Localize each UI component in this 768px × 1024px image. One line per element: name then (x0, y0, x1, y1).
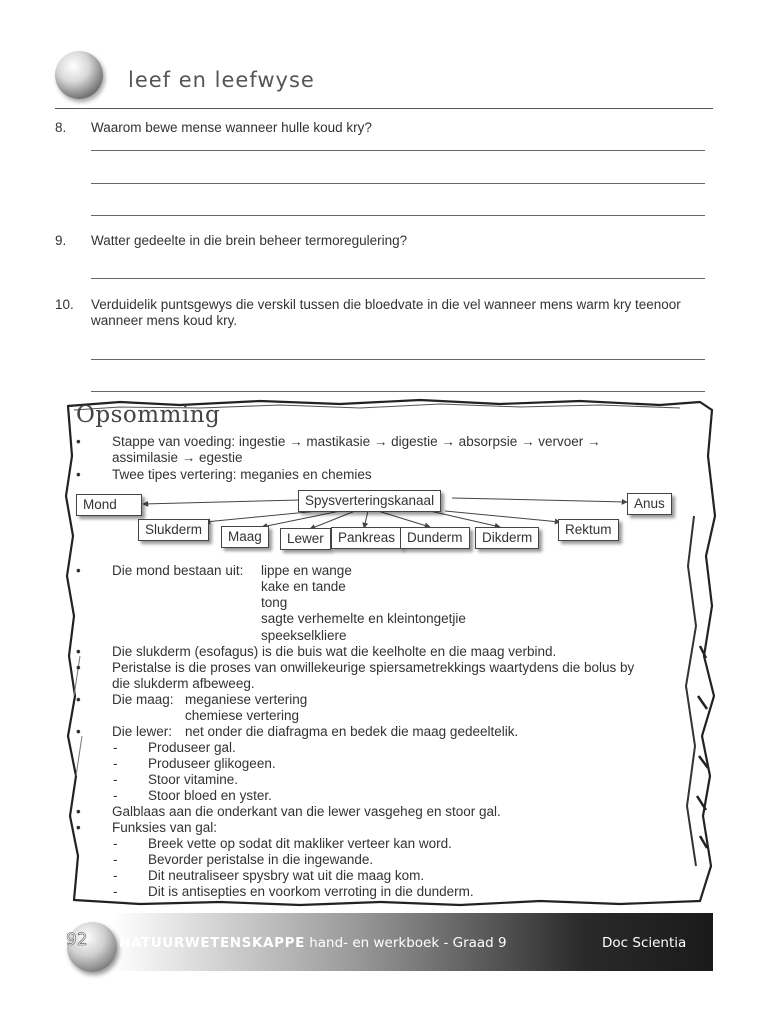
dash-icon: - (113, 884, 118, 899)
page-title: leef en leefwyse (128, 68, 315, 92)
diagram-node-maag: Maag (221, 526, 269, 548)
peristalsis-line2: die slukderm afbeweeg. (112, 676, 255, 691)
bullet-icon: • (76, 644, 81, 659)
dash-icon: - (113, 868, 118, 883)
liver-function: Stoor bloed en yster. (148, 788, 272, 803)
mouth-part: lippe en wange (261, 563, 352, 578)
mouth-part: kake en tande (261, 579, 346, 594)
footer-subject: NATUURWETENSKAPPE (119, 935, 305, 951)
diagram-node-center: Spysverteringskanaal (298, 490, 441, 512)
footer-publisher: Doc Scientia (602, 935, 687, 951)
bullet-icon: • (76, 660, 81, 675)
bullet-icon: • (76, 804, 81, 819)
digestion-steps-line1: Stappe van voeding: ingestie → mastikasie → digestie → absorpsie → vervoer → (112, 434, 601, 449)
stomach-item: meganiese vertering (185, 692, 308, 707)
question-9-text: Watter gedeelte in die brein beheer termoregulering? (91, 233, 408, 248)
bile-function: Dit is antisepties en voorkom verroting in die dunderm. (148, 884, 474, 899)
bile-label: Funksies van gal: (112, 820, 218, 835)
dash-icon: - (113, 852, 118, 867)
stomach-label: Die maag: (112, 692, 174, 707)
bile-function: Dit neutraliseer spysbry wat uit die maag kom. (148, 868, 425, 883)
question-10-text-line2: wanneer mens koud kry. (91, 313, 238, 328)
liver-label: Die lewer: (112, 724, 173, 739)
question-10-number: 10. (55, 297, 74, 312)
question-10-text-line1: Verduidelik puntsgewys die verskil tussen die bloedvate in die vel wanneer mens warm kry teenoor (91, 297, 681, 312)
peristalsis-line1: Peristalse is die proses van onwillekeurige spiersametrekkings waartydens die bolus by (112, 660, 635, 675)
summary-title: Opsomming (76, 402, 221, 428)
bullet-icon: • (76, 563, 81, 578)
liver-description: net onder die diafragma en bedek die maag gedeeltelik. (185, 724, 519, 739)
diagram-node-lewer: Lewer (280, 528, 331, 550)
bullet-icon: • (76, 692, 81, 707)
bullet-icon: • (76, 724, 81, 739)
liver-function: Stoor vitamine. (148, 772, 239, 787)
question-9-number: 9. (55, 233, 67, 248)
question-8-text: Waarom bewe mense wanneer hulle koud kry? (91, 120, 372, 135)
diagram-node-mond: Mond (76, 494, 142, 516)
liver-function: Produseer glikogeen. (148, 756, 276, 771)
mouth-part: tong (261, 595, 288, 610)
mouth-label: Die mond bestaan uit: (112, 563, 244, 578)
diagram-node-dikderm: Dikderm (475, 527, 539, 549)
digestion-steps-line2: assimilasie → egestie (112, 450, 243, 465)
mouth-part: sagte verhemelte en kleintongetjie (261, 611, 466, 626)
bile-function: Bevorder peristalse in die ingewande. (148, 852, 374, 867)
bullet-icon: • (76, 467, 81, 482)
stomach-item: chemiese vertering (185, 708, 300, 723)
question-8-number: 8. (55, 120, 67, 135)
digestion-types: Twee tipes vertering: meganies en chemies (112, 467, 372, 482)
diagram-node-slukderm: Slukderm (138, 519, 209, 541)
dash-icon: - (113, 836, 118, 851)
diagram-node-anus: Anus (627, 493, 672, 515)
diagram-node-rektum: Rektum (558, 519, 619, 541)
footer-book-title (119, 935, 507, 951)
footer-book-info: hand- en werkboek - Graad 9 (309, 935, 507, 951)
dash-icon: - (113, 756, 118, 771)
diagram-node-dunderm: Dunderm (400, 527, 470, 549)
dash-icon: - (113, 740, 118, 755)
bullet-icon: • (76, 820, 81, 835)
page-number: 92 (66, 930, 88, 950)
mouth-part: speekselkliere (261, 628, 347, 643)
dash-icon: - (113, 772, 118, 787)
esophagus-text: Die slukderm (esofagus) is die buis wat die keelholte en die maag verbind. (112, 644, 557, 659)
gallbladder-text: Galblaas aan die onderkant van die lewer vasgeheg en stoor gal. (112, 804, 501, 819)
bullet-icon: • (76, 434, 81, 449)
dash-icon: - (113, 788, 118, 803)
diagram-node-pankreas: Pankreas (331, 527, 402, 549)
liver-function: Produseer gal. (148, 740, 236, 755)
bile-function: Breek vette op sodat dit makliker verteer kan word. (148, 836, 452, 851)
